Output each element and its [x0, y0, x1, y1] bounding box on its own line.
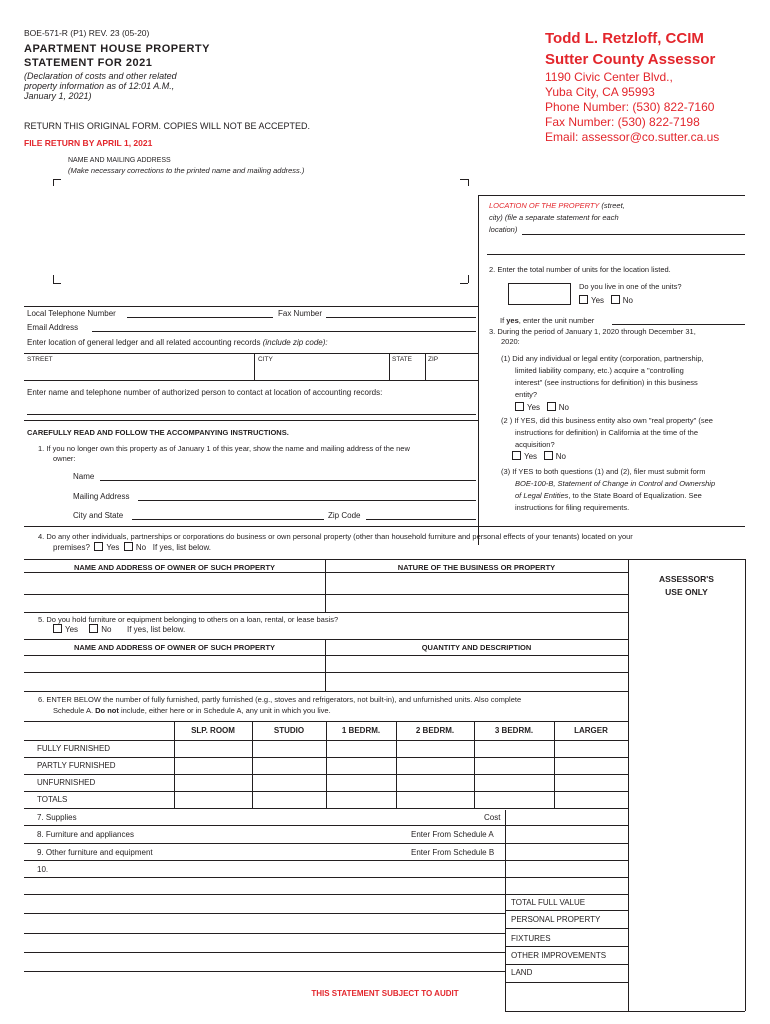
- item-7-note: Cost: [484, 813, 501, 822]
- street-label: STREET: [27, 356, 53, 363]
- q1-name-label: Name: [73, 472, 95, 481]
- q3-p1-line2: limited liability company, etc.) acquire a "controlling: [515, 366, 684, 375]
- row-unfurnished: UNFURNISHED: [37, 778, 96, 787]
- q3-p2-line2: instructions for definition) in California at the time of the: [515, 428, 699, 437]
- form-id: BOE-571-R (P1) REV. 23 (05-20): [24, 28, 150, 38]
- q5-table-entry[interactable]: [24, 656, 628, 691]
- unit-col-header-4: 3 BEDRM.: [494, 726, 534, 735]
- local-phone-label: Local Telephone Number: [27, 309, 116, 318]
- q6-line2: Schedule A. Do not include, either here or in Schedule A, any unit in which you live.: [53, 706, 331, 715]
- form-title-line2: STATEMENT FOR 2021: [24, 57, 153, 69]
- q5-line1: 5. Do you hold furniture or equipment belonging to others on a loan, rental, or lease basis?: [38, 615, 339, 624]
- q2-text: 2. Enter the total number of units for the location listed.: [489, 265, 671, 274]
- unit-col-header-3: 2 BEDRM.: [415, 726, 455, 735]
- unit-count-cell[interactable]: [474, 792, 554, 808]
- q4-table-entry[interactable]: [24, 573, 628, 612]
- assessor-name: Todd L. Retzloff, CCIM: [545, 30, 704, 47]
- fax-input[interactable]: [326, 317, 476, 318]
- ledger-address-input[interactable]: [24, 354, 478, 380]
- file-return-date: FILE RETURN BY APRIL 1, 2021: [24, 138, 153, 148]
- assessor-email[interactable]: Email: assessor@co.sutter.ca.us: [545, 130, 720, 144]
- total-other-improvements: OTHER IMPROVEMENTS: [511, 951, 607, 960]
- ledger-label: Enter location of general ledger and all related accounting records (include zip code):: [27, 338, 328, 347]
- assessor-fax: Fax Number: (530) 822-7198: [545, 115, 700, 129]
- q2-live-options: Yes No: [579, 295, 633, 305]
- unit-count-cell[interactable]: [396, 792, 474, 808]
- q3-p1-line1: (1) Did any individual or legal entity (corporation, partnership,: [501, 354, 704, 363]
- local-phone-input[interactable]: [127, 317, 273, 318]
- item-8-note: Enter From Schedule A: [411, 830, 494, 839]
- q1-line2: owner:: [53, 454, 76, 463]
- location-line-2[interactable]: [487, 254, 745, 255]
- assessor-use-line2: USE ONLY: [665, 587, 708, 597]
- q4-yes-checkbox[interactable]: [94, 542, 103, 551]
- item-9-note: Enter From Schedule B: [411, 848, 495, 857]
- row-fully-furnished: FULLY FURNISHED: [37, 744, 111, 753]
- unit-count-cell[interactable]: [554, 741, 628, 757]
- unit-col-header-2: 1 BEDRM.: [341, 726, 381, 735]
- q2-unit-number-label: If yes, enter the unit number: [500, 316, 595, 325]
- fax-label: Fax Number: [278, 309, 323, 318]
- unit-count-cell[interactable]: [252, 775, 326, 791]
- assessor-address2: Yuba City, CA 95993: [545, 85, 655, 99]
- contact-person-input[interactable]: [27, 414, 476, 415]
- email-label: Email Address: [27, 323, 79, 332]
- q3-p3-line1: (3) If YES to both questions (1) and (2), filer must submit form: [501, 467, 706, 476]
- assessor-address1: 1190 Civic Center Blvd.,: [545, 70, 673, 84]
- instructions-heading: CAREFULLY READ AND FOLLOW THE ACCOMPANYING INSTRUCTIONS.: [27, 428, 289, 437]
- audit-footer: THIS STATEMENT SUBJECT TO AUDIT: [311, 989, 459, 998]
- unit-number-input[interactable]: [612, 324, 745, 325]
- unit-count-cell[interactable]: [396, 775, 474, 791]
- row-partly-furnished: PARTLY FURNISHED: [37, 761, 116, 770]
- q3-p2-no-checkbox[interactable]: [544, 451, 553, 460]
- location-hint-3: location): [489, 225, 518, 234]
- q1-city-state-label: City and State: [73, 511, 124, 520]
- unit-count-cell[interactable]: [554, 792, 628, 808]
- item-8-label: 8. Furniture and appliances: [37, 830, 134, 839]
- assessor-phone: Phone Number: (530) 822-7160: [545, 100, 715, 114]
- q4-line1: 4. Do any other individuals, partnerships or corporations do business or own personal property (other than household furniture and personal effects of your tenants) located on your: [38, 532, 633, 541]
- mailing-hint: (Make necessary corrections to the printed name and mailing address.): [68, 166, 305, 175]
- location-label: LOCATION OF THE PROPERTY (street,: [489, 201, 625, 210]
- total-units-input[interactable]: [508, 283, 571, 305]
- q2-yes-checkbox[interactable]: [579, 295, 588, 304]
- q3-p1-no-checkbox[interactable]: [547, 402, 556, 411]
- unit-count-cell[interactable]: [474, 758, 554, 774]
- q2-live-question: Do you live in one of the units?: [579, 282, 682, 291]
- q4-line2: premises? Yes No If yes, list below.: [53, 543, 212, 552]
- unit-count-cell[interactable]: [326, 775, 396, 791]
- unit-count-cell[interactable]: [474, 741, 554, 757]
- item-10-entry[interactable]: [24, 878, 505, 894]
- unit-count-cell[interactable]: [174, 758, 252, 774]
- form-subtitle-line2: property information as of 12:01 A.M.,: [24, 81, 175, 91]
- unit-count-cell[interactable]: [474, 775, 554, 791]
- q3-p3-line3: of Legal Entities, to the State Board of Equalization. See: [515, 491, 702, 500]
- q3-p2-line1: (2 ) If YES, did this business entity also own "real property" (see: [501, 416, 713, 425]
- q3-p1-line3: interest" (see instructions for definition) in this business: [515, 378, 698, 387]
- q3-p1-options: Yes No: [515, 402, 569, 412]
- total-full-value: TOTAL FULL VALUE: [511, 898, 586, 907]
- q3-p2-options: Yes No: [512, 451, 566, 461]
- total-land: LAND: [511, 968, 533, 977]
- row-totals: TOTALS: [37, 795, 68, 804]
- item-10-label: 10.: [37, 865, 49, 874]
- unit-count-cell[interactable]: [252, 792, 326, 808]
- city-label: CITY: [258, 356, 273, 363]
- assessor-use-line1: ASSESSOR'S: [659, 574, 714, 584]
- q3-p1-line4: entity?: [515, 390, 538, 399]
- q4-col-nature: NATURE OF THE BUSINESS OR PROPERTY: [397, 563, 556, 572]
- total-personal-property: PERSONAL PROPERTY: [511, 915, 601, 924]
- unit-count-cell[interactable]: [554, 775, 628, 791]
- unit-count-cell[interactable]: [554, 758, 628, 774]
- unit-count-cell[interactable]: [326, 758, 396, 774]
- unit-count-cell[interactable]: [174, 792, 252, 808]
- total-fixtures: FIXTURES: [511, 934, 551, 943]
- q5-col-quantity: QUANTITY AND DESCRIPTION: [421, 643, 532, 652]
- form-subtitle-line3: January 1, 2021): [24, 91, 92, 101]
- q3-p1-yes-checkbox[interactable]: [515, 402, 524, 411]
- unit-count-cell[interactable]: [252, 758, 326, 774]
- unit-col-header-5: LARGER: [574, 726, 608, 735]
- q3-p3-line4: instructions for filing requirements.: [515, 503, 630, 512]
- location-line-1[interactable]: [522, 234, 745, 235]
- unit-count-cell[interactable]: [326, 792, 396, 808]
- q1-zip-input[interactable]: [366, 519, 476, 520]
- unit-count-cell[interactable]: [326, 741, 396, 757]
- location-hint-2: city) (file a separate statement for each: [489, 213, 619, 222]
- assessor-title: Sutter County Assessor: [545, 51, 716, 68]
- unit-col-header-0: SLP. ROOM: [191, 726, 235, 735]
- zip-label: ZIP: [428, 356, 439, 363]
- q3-p2-line3: acquisition?: [515, 440, 555, 449]
- q1-line1: 1. If you no longer own this property as of January 1 of this year, show the name and mailing address of the new: [38, 444, 410, 453]
- unit-col-header-1: STUDIO: [273, 726, 305, 735]
- return-notice: RETURN THIS ORIGINAL FORM. COPIES WILL NOT BE ACCEPTED.: [24, 121, 311, 131]
- q3-intro-1: 3. During the period of January 1, 2020 through December 31,: [489, 327, 696, 336]
- mailing-address-area[interactable]: [60, 182, 460, 280]
- unit-count-cell[interactable]: [174, 775, 252, 791]
- form-subtitle-line1: (Declaration of costs and other related: [24, 71, 177, 81]
- q5-no-checkbox[interactable]: [89, 624, 98, 633]
- state-label: STATE: [392, 356, 412, 363]
- mailing-label: NAME AND MAILING ADDRESS: [68, 157, 171, 164]
- q3-intro-2: 2020:: [501, 337, 520, 346]
- q3-p3-line2: BOE-100-B, Statement of Change in Control and Ownership: [515, 479, 716, 488]
- q1-mailing-input[interactable]: [138, 500, 476, 501]
- q4-col-owner: NAME AND ADDRESS OF OWNER OF SUCH PROPERTY: [73, 563, 276, 572]
- unit-count-cell[interactable]: [396, 758, 474, 774]
- q4-no-checkbox[interactable]: [124, 542, 133, 551]
- unit-count-cell[interactable]: [252, 741, 326, 757]
- q2-no-checkbox[interactable]: [611, 295, 620, 304]
- q1-city-state-input[interactable]: [132, 519, 324, 520]
- email-input[interactable]: [92, 331, 476, 332]
- q1-mailing-label: Mailing Address: [73, 492, 130, 501]
- q5-options: Yes No If yes, list below.: [53, 624, 185, 634]
- contact-person-label: Enter name and telephone number of authorized person to contact at location of accounting records:: [27, 388, 383, 397]
- q3-p2-yes-checkbox[interactable]: [512, 451, 521, 460]
- unit-count-cell[interactable]: [174, 741, 252, 757]
- q1-name-input[interactable]: [100, 480, 476, 481]
- form-title-line1: APARTMENT HOUSE PROPERTY: [24, 43, 210, 55]
- q5-yes-checkbox[interactable]: [53, 624, 62, 633]
- q6-line1: 6. ENTER BELOW the number of fully furnished, partly furnished (e.g., stoves and refrigerators, not built-in), and unfurnished units. Also complete: [38, 695, 522, 704]
- q5-col-owner: NAME AND ADDRESS OF OWNER OF SUCH PROPERTY: [73, 643, 276, 652]
- q1-zip-label: Zip Code: [328, 511, 361, 520]
- unit-count-cell[interactable]: [396, 741, 474, 757]
- item-9-label: 9. Other furniture and equipment: [37, 848, 153, 857]
- item-7-label: 7. Supplies: [37, 813, 77, 822]
